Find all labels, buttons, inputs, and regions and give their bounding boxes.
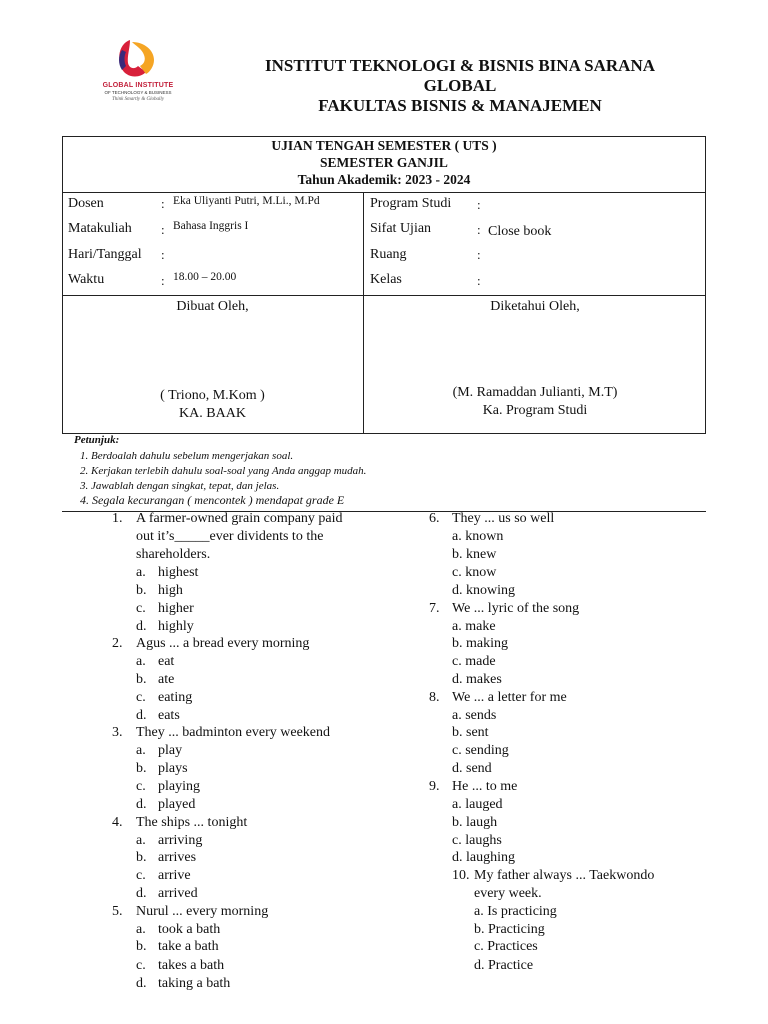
option-text: high [158, 583, 183, 598]
option: b. knew [452, 547, 497, 562]
instruction-item: 1. Berdoalah dahulu sebelum mengerjakan soal. [80, 450, 294, 462]
option: d. knowing [452, 583, 515, 598]
label-kelas: Kelas [370, 272, 402, 287]
option: b. Practicing [474, 922, 545, 937]
option: c. Practices [474, 939, 538, 954]
option-letter: a. [136, 654, 146, 669]
label-waktu: Waktu [68, 272, 105, 287]
option-text: arrived [158, 886, 198, 901]
option: d. laughing [452, 850, 515, 865]
option-text: taking a bath [158, 976, 231, 991]
option-text: ate [158, 672, 175, 687]
question-text: out it’s_____ever dividents to the [136, 529, 324, 544]
instruction-item: 2. Kerjakan terlebih dahulu soal-soal yang Anda anggap mudah. [80, 465, 367, 477]
colon: : [161, 273, 165, 288]
instructions-heading: Petunjuk: [74, 434, 120, 446]
box-divider [62, 295, 706, 296]
option-text: arrives [158, 850, 197, 865]
option: d. Practice [474, 958, 534, 973]
label-dosen: Dosen [68, 196, 104, 211]
question-number: 4. [112, 815, 123, 830]
option-text: plays [158, 761, 188, 776]
question-number: 10. [452, 868, 470, 883]
option: a. known [452, 529, 504, 544]
question-number: 6. [429, 511, 440, 526]
question-text: We ... a letter for me [452, 690, 567, 705]
question-text: every week. [474, 886, 542, 901]
question-text: We ... lyric of the song [452, 601, 580, 616]
option: c. sending [452, 743, 509, 758]
option: c. know [452, 565, 497, 580]
header-line-3: FAKULTAS BISNIS & MANAJEMEN [318, 96, 602, 115]
option-letter: d. [136, 976, 147, 991]
option: b. sent [452, 725, 489, 740]
exam-title-1: UJIAN TENGAH SEMESTER ( UTS ) [271, 138, 497, 153]
option: a. Is practicing [474, 904, 557, 919]
value-matakuliah: Bahasa Inggris I [173, 220, 249, 232]
label-matakuliah: Matakuliah [68, 221, 132, 236]
colon: : [477, 273, 481, 288]
option-text: eats [158, 708, 180, 723]
signatory-right-role: Ka. Program Studi [482, 403, 588, 418]
option-letter: c. [136, 690, 146, 705]
question-text: They ... badminton every weekend [136, 725, 330, 740]
option-letter: d. [136, 708, 147, 723]
option-letter: d. [136, 886, 147, 901]
option-text: took a bath [158, 922, 221, 937]
option-letter: b. [136, 672, 147, 687]
label-program-studi: Program Studi [370, 196, 452, 211]
option-text: take a bath [158, 939, 219, 954]
colon: : [477, 247, 481, 262]
question-number: 2. [112, 636, 123, 651]
option-text: highest [158, 565, 199, 580]
option: b. laugh [452, 815, 498, 830]
label-sifat-ujian: Sifat Ujian [370, 221, 432, 236]
question-text: Nurul ... every morning [136, 904, 269, 919]
header-line-2: GLOBAL [423, 76, 497, 95]
value-dosen: Eka Uliyanti Putri, M.Li., M.Pd [173, 195, 320, 207]
logo-tagline: Think Smartly & Globally [111, 97, 165, 102]
option-text: arrive [158, 868, 191, 883]
option: d. makes [452, 672, 502, 687]
signatory-left-role: KA. BAAK [179, 406, 246, 421]
signatory-right-name: (M. Ramaddan Julianti, M.T) [452, 385, 618, 400]
option-text: playing [158, 779, 200, 794]
question-number: 8. [429, 690, 440, 705]
option-letter: b. [136, 939, 147, 954]
logo-name: GLOBAL INSTITUTE [102, 82, 174, 89]
option: a. make [452, 619, 496, 634]
option-text: takes a bath [158, 958, 225, 973]
header-line-1: INSTITUT TEKNOLOGI & BISNIS BINA SARANA [264, 56, 656, 75]
option-text: eat [158, 654, 175, 669]
option-letter: d. [136, 797, 147, 812]
question-text: A farmer-owned grain company paid [136, 511, 343, 526]
instruction-item: 3. Jawablah dengan singkat, tepat, dan jelas. [80, 480, 280, 492]
option-text: played [158, 797, 196, 812]
option-letter: d. [136, 619, 147, 634]
option-letter: b. [136, 583, 147, 598]
option-text: arriving [158, 833, 203, 848]
option-letter: c. [136, 958, 146, 973]
exam-title-2: SEMESTER GANJIL [320, 155, 448, 170]
option: a. sends [452, 708, 497, 723]
colon: : [161, 196, 165, 211]
option-letter: b. [136, 761, 147, 776]
colon: : [477, 222, 481, 237]
question-text: My father always ... Taekwondo [474, 868, 655, 883]
option: a. lauged [452, 797, 503, 812]
instruction-item: 4. Segala kecurangan ( mencontek ) mendapat grade E [80, 493, 345, 507]
option-text: highly [158, 619, 194, 634]
value-waktu: 18.00 – 20.00 [173, 271, 237, 283]
option: b. making [452, 636, 508, 651]
option-letter: a. [136, 565, 146, 580]
institution-header [240, 56, 680, 116]
question-text: The ships ... tonight [136, 815, 248, 830]
made-by-label: Dibuat Oleh, [176, 299, 249, 314]
option-letter: a. [136, 833, 146, 848]
option-letter: a. [136, 922, 146, 937]
option-letter: c. [136, 779, 146, 794]
exam-title [62, 137, 706, 188]
box-divider [62, 192, 706, 193]
option-letter: b. [136, 850, 147, 865]
option: c. made [452, 654, 496, 669]
option: d. send [452, 761, 492, 776]
option-letter: c. [136, 601, 146, 616]
question-text: They ... us so well [452, 511, 555, 526]
colon: : [161, 222, 165, 237]
known-by-label: Diketahui Oleh, [490, 299, 580, 314]
option-letter: c. [136, 868, 146, 883]
label-hari-tanggal: Hari/Tanggal [68, 247, 142, 262]
question-text: Agus ... a bread every morning [136, 636, 310, 651]
option-text: play [158, 743, 183, 758]
question-number: 7. [429, 601, 440, 616]
colon: : [161, 247, 165, 262]
question-number: 9. [429, 779, 440, 794]
value-sifat-ujian: Close book [488, 224, 552, 239]
question-number: 3. [112, 725, 123, 740]
option-letter: a. [136, 743, 146, 758]
question-number: 5. [112, 904, 123, 919]
option: c. laughs [452, 833, 502, 848]
signatory-left-name: ( Triono, M.Kom ) [160, 388, 265, 403]
logo-subtitle: OF TECHNOLOGY & BUSINESS [104, 90, 172, 95]
colon: : [477, 197, 481, 212]
question-text: He ... to me [452, 779, 518, 794]
question-number: 1. [112, 511, 123, 526]
option-text: higher [158, 601, 194, 616]
label-ruang: Ruang [370, 247, 407, 262]
question-text: shareholders. [136, 547, 211, 562]
option-text: eating [158, 690, 193, 705]
exam-title-3: Tahun Akademik: 2023 - 2024 [297, 172, 471, 187]
